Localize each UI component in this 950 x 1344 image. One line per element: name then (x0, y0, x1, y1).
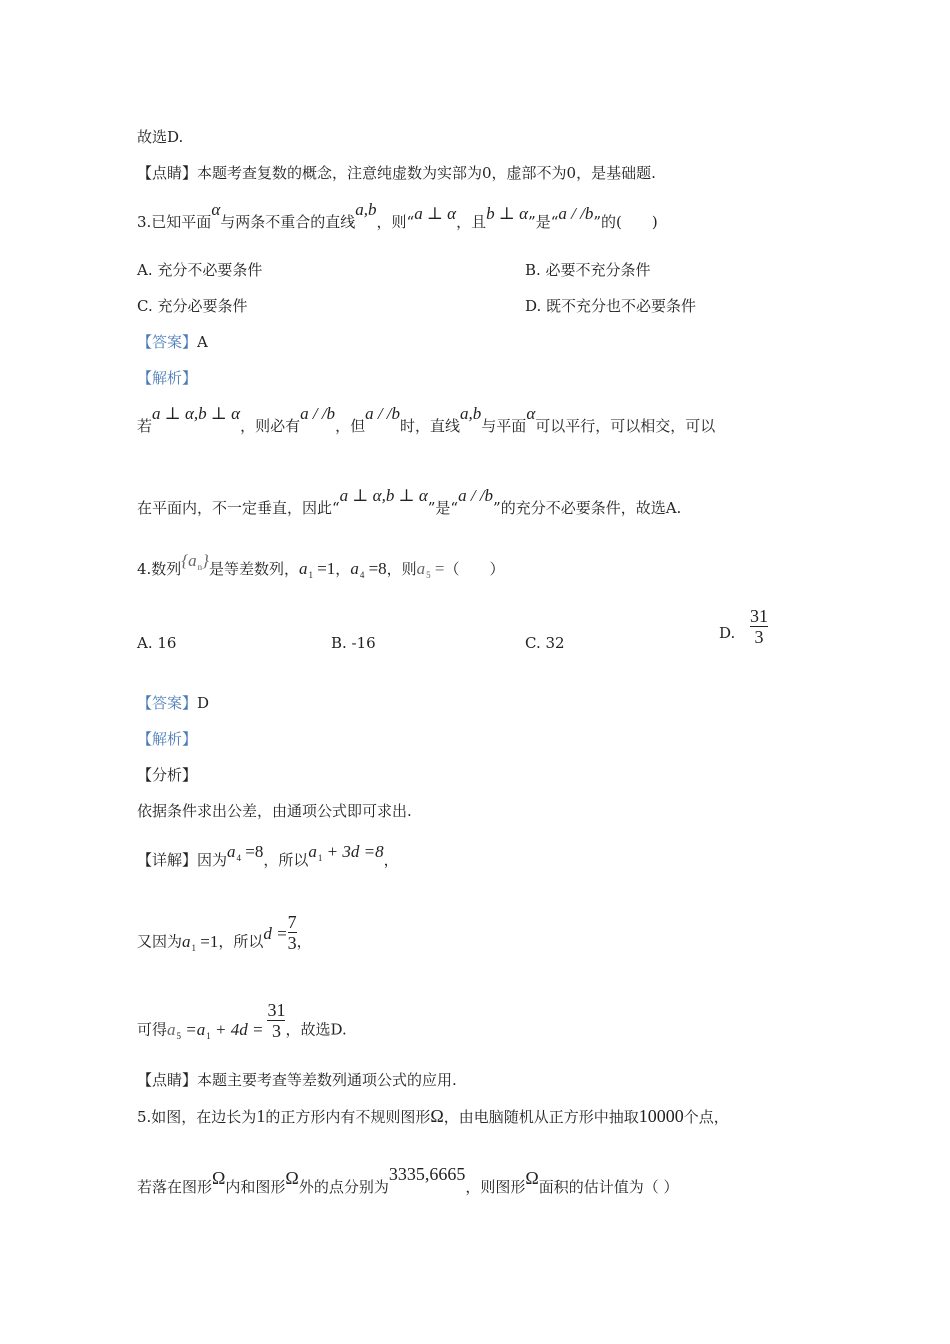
text: ”的充分不必要条件，故选A. (493, 499, 682, 517)
text: 5.如图，在边长为 (137, 1108, 257, 1126)
option-d: D. 既不充分也不必要条件 (525, 297, 697, 315)
math: a ⊥ α,b ⊥ α (152, 404, 241, 423)
text: 3.已知平面 (137, 213, 212, 231)
detail-line-2 (137, 912, 312, 963)
math-condition: a ⊥ α (414, 204, 457, 223)
analysis-text: 依据条件求出公差，由通项公式即可求出. (137, 802, 412, 820)
text: 4.数列 (137, 560, 182, 578)
math: a / /b (365, 404, 401, 423)
math: a,b (460, 404, 482, 423)
math-alpha: α (211, 200, 221, 219)
math: a / /b (300, 404, 336, 423)
text: 的正方形内有不规则图形 (265, 1108, 431, 1126)
answer-line (137, 693, 209, 713)
math: $a_1 =1$ (298, 559, 336, 580)
analysis-tag: 【解析】 (137, 369, 198, 387)
math-condition: a / /b (558, 204, 594, 223)
math-omega: Ω (525, 1168, 539, 1188)
answer-value: A (197, 333, 208, 351)
answer-tag: 【答案】 (137, 694, 198, 712)
option-b: B. 必要不充分条件 (525, 261, 651, 279)
text: 若落在图形 (137, 1178, 213, 1196)
text: ，但 (335, 417, 366, 435)
math-omega: Ω (430, 1106, 444, 1126)
text: ， (335, 560, 351, 578)
text: D. (719, 623, 736, 642)
math: 3335,6665 (388, 1164, 466, 1184)
text: ，则“ (376, 213, 415, 231)
answer-value: D (197, 694, 210, 712)
text: ，由电脑随机从正方形中抽取 (443, 1108, 639, 1126)
text: 与两条不重合的直线 (220, 213, 356, 231)
text: （ ） (444, 560, 505, 578)
text: ，则图形 (465, 1178, 526, 1196)
text: 可以平行，可以相交，可以 (535, 417, 716, 435)
text: ”是“ (427, 499, 459, 517)
question-5-line-1 (137, 1106, 729, 1127)
math-condition: b ⊥ α (486, 204, 529, 223)
math-sequence: $\{a_n\}$ (181, 551, 209, 572)
detail-line-3 (137, 1000, 347, 1051)
analysis-heading: 【分析】 (137, 766, 198, 784)
math: $a_5 =a_1 + 4d$ = (167, 1019, 264, 1041)
option-a: A. 充分不必要条件 (137, 261, 263, 279)
remark-line: 【点睛】本题考查复数的概念，注意纯虚数为实部为0，虚部不为0，是基础题. (137, 164, 656, 182)
text: ， (383, 851, 399, 869)
text: 若 (137, 417, 153, 435)
text: ”的( ) (593, 213, 658, 231)
math: $a_5$ = (416, 559, 445, 580)
math: $a_4 =8$ (227, 842, 264, 863)
text: 在平面内，不一定垂直，因此“ (137, 499, 340, 517)
analysis-tag: 【解析】 (137, 730, 198, 748)
text: ，则 (386, 560, 417, 578)
text: 是等差数列， (208, 560, 299, 578)
detail-line-1 (137, 842, 399, 872)
solution-3-line-1 (137, 404, 716, 436)
text-line: 故选D. (137, 128, 184, 146)
math-omega: Ω (212, 1168, 226, 1188)
text: 外的点分别为 (298, 1178, 389, 1196)
math: 10000 (638, 1106, 684, 1126)
text: 又因为 (137, 932, 183, 951)
fraction: $\frac{31}{3}$ (267, 1000, 286, 1041)
text: ”是“ (528, 213, 559, 231)
fraction: $\frac{31}{3}$ (750, 606, 769, 647)
answer-line (137, 332, 208, 352)
question-4-stem (137, 551, 505, 581)
text: 时，直线 (400, 417, 461, 435)
text: 内和图形 (225, 1178, 286, 1196)
text: ，且 (456, 213, 487, 231)
question-5-line-2 (137, 1164, 679, 1197)
text: ， (296, 932, 312, 951)
fraction: $\frac{7}{3}$ (287, 912, 297, 953)
math-omega: Ω (285, 1168, 299, 1188)
option-b: B. -16 (331, 634, 376, 652)
remark-line: 【点睛】本题主要考查等差数列通项公式的应用. (137, 1071, 457, 1089)
text: 【详解】因为 (137, 851, 228, 869)
text: ，则必有 (240, 417, 301, 435)
option-c: C. 32 (525, 634, 565, 652)
math: d = (263, 923, 288, 943)
math: $a_1 =1$ (182, 931, 219, 953)
math: a ⊥ α,b ⊥ α (339, 486, 428, 505)
math: α (526, 404, 536, 423)
solution-3-line-2 (137, 486, 682, 518)
text: 个点， (683, 1108, 729, 1126)
question-3-stem (137, 200, 658, 232)
text: 与平面 (481, 417, 527, 435)
math: a / /b (458, 486, 494, 505)
option-c: C. 充分必要条件 (137, 297, 248, 315)
math: 1 (256, 1106, 266, 1126)
text: 面积的估计值为（ ） (538, 1178, 679, 1196)
text: ，故选D. (285, 1020, 347, 1039)
option-a: A. 16 (137, 634, 177, 652)
text: 可得 (137, 1020, 168, 1039)
text: ，所以 (218, 932, 264, 951)
math-ab: a,b (355, 200, 377, 219)
text: ，所以 (263, 851, 309, 869)
math: $a_1 + 3d =8$ (308, 842, 384, 863)
math: $a_4 =8$ (350, 559, 387, 580)
option-d (719, 606, 768, 647)
answer-tag: 【答案】 (137, 333, 198, 351)
